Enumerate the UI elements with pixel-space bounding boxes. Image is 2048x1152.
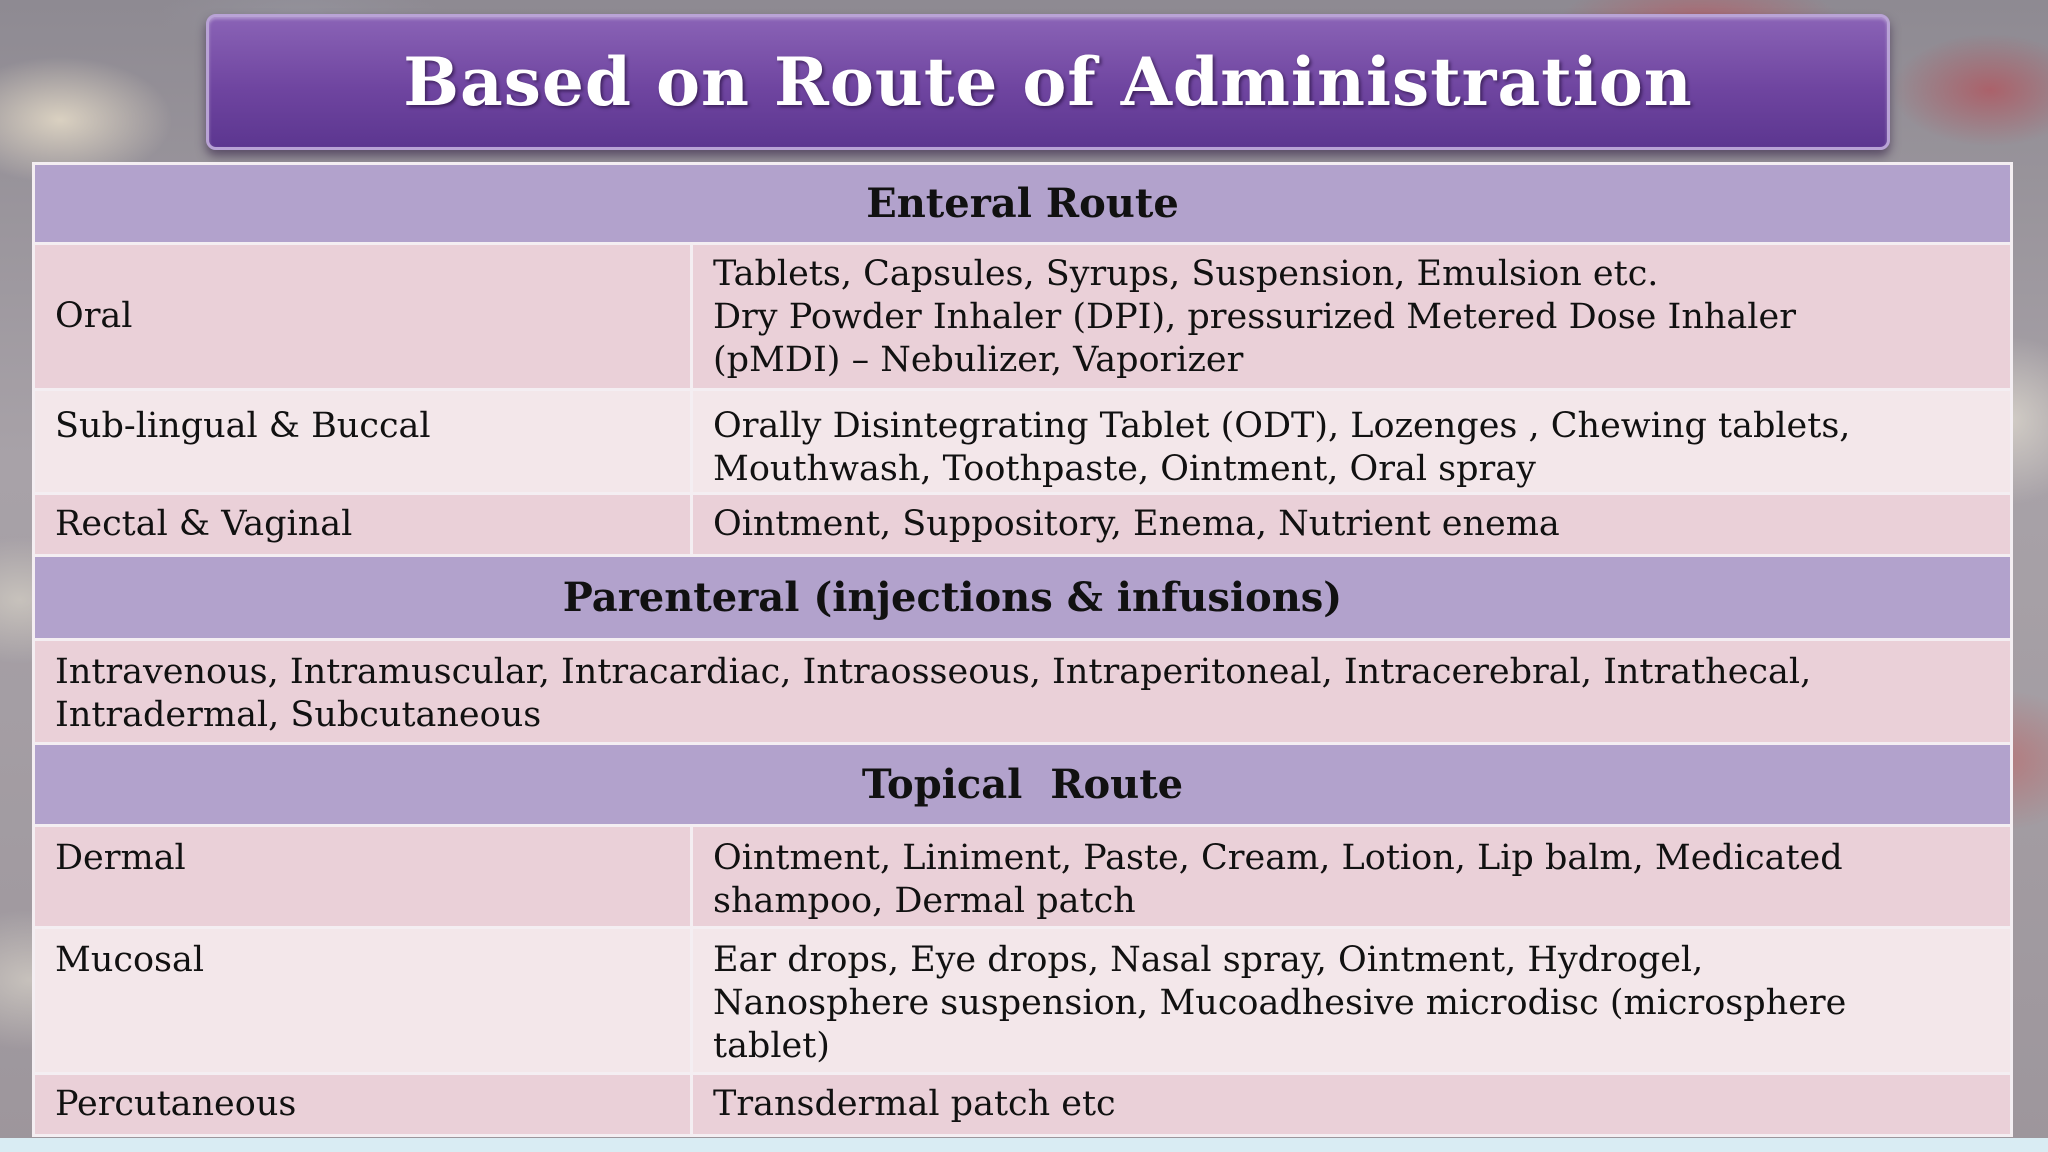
dosage-forms-line: tablet) (713, 1026, 830, 1066)
table-row (34, 928, 2012, 1074)
dosage-forms (692, 1074, 2012, 1136)
section-heading: Enteral Route (34, 164, 2012, 244)
section-heading: Parenteral (injections & infusions) (34, 556, 2012, 640)
dosage-forms-line: Orally Disintegrating Tablet (ODT), Lozenges , Chewing tablets, (713, 406, 1851, 446)
dosage-forms-line: Nanosphere suspension, Mucoadhesive microdisc (microsphere (713, 983, 1847, 1023)
section-heading: Topical Route (34, 744, 2012, 826)
route-label: Percutaneous (34, 1074, 692, 1136)
dosage-forms (692, 244, 2012, 390)
parenteral-routes (34, 640, 2012, 744)
route-label: Mucosal (34, 928, 692, 1074)
slide-title: Based on Route of Administration (403, 43, 1693, 121)
table-row (34, 1074, 2012, 1136)
table-row (34, 826, 2012, 928)
route-label: Rectal & Vaginal (34, 494, 692, 556)
dosage-forms-line: Transdermal patch etc (713, 1084, 1116, 1124)
dosage-forms-line: (pMDI) – Nebulizer, Vaporizer (713, 340, 1244, 380)
table-row (34, 640, 2012, 744)
route-label: Dermal (34, 826, 692, 928)
dosage-forms-line: Ear drops, Eye drops, Nasal spray, Ointment, Hydrogel, (713, 940, 1704, 980)
section-header-enteral (34, 164, 2012, 244)
dosage-forms-line: Ointment, Suppository, Enema, Nutrient enema (713, 504, 1560, 544)
parenteral-routes-line: Intradermal, Subcutaneous (55, 695, 542, 735)
dosage-forms-line: shampoo, Dermal patch (713, 881, 1136, 921)
dosage-forms-line: Dry Powder Inhaler (DPI), pressurized Metered Dose Inhaler (713, 297, 1796, 337)
routes-table-container (32, 162, 2010, 1137)
bottom-strip (0, 1138, 2048, 1152)
dosage-forms-line: Ointment, Liniment, Paste, Cream, Lotion, Lip balm, Medicated (713, 838, 1843, 878)
dosage-forms (692, 494, 2012, 556)
route-label: Oral (34, 244, 692, 390)
table-row (34, 390, 2012, 494)
routes-table (32, 162, 2013, 1137)
dosage-forms-line: Tablets, Capsules, Syrups, Suspension, Emulsion etc. (713, 254, 1659, 294)
section-header-parenteral (34, 556, 2012, 640)
table-row (34, 244, 2012, 390)
route-label: Sub-lingual & Buccal (34, 390, 692, 494)
table-row (34, 494, 2012, 556)
dosage-forms (692, 826, 2012, 928)
dosage-forms (692, 928, 2012, 1074)
parenteral-routes-line: Intravenous, Intramuscular, Intracardiac, Intraosseous, Intraperitoneal, Intracerebral, Intrathecal, (55, 652, 1812, 692)
dosage-forms (692, 390, 2012, 494)
title-banner (206, 14, 1890, 150)
dosage-forms-line: Mouthwash, Toothpaste, Ointment, Oral spray (713, 449, 1536, 489)
section-header-topical (34, 744, 2012, 826)
